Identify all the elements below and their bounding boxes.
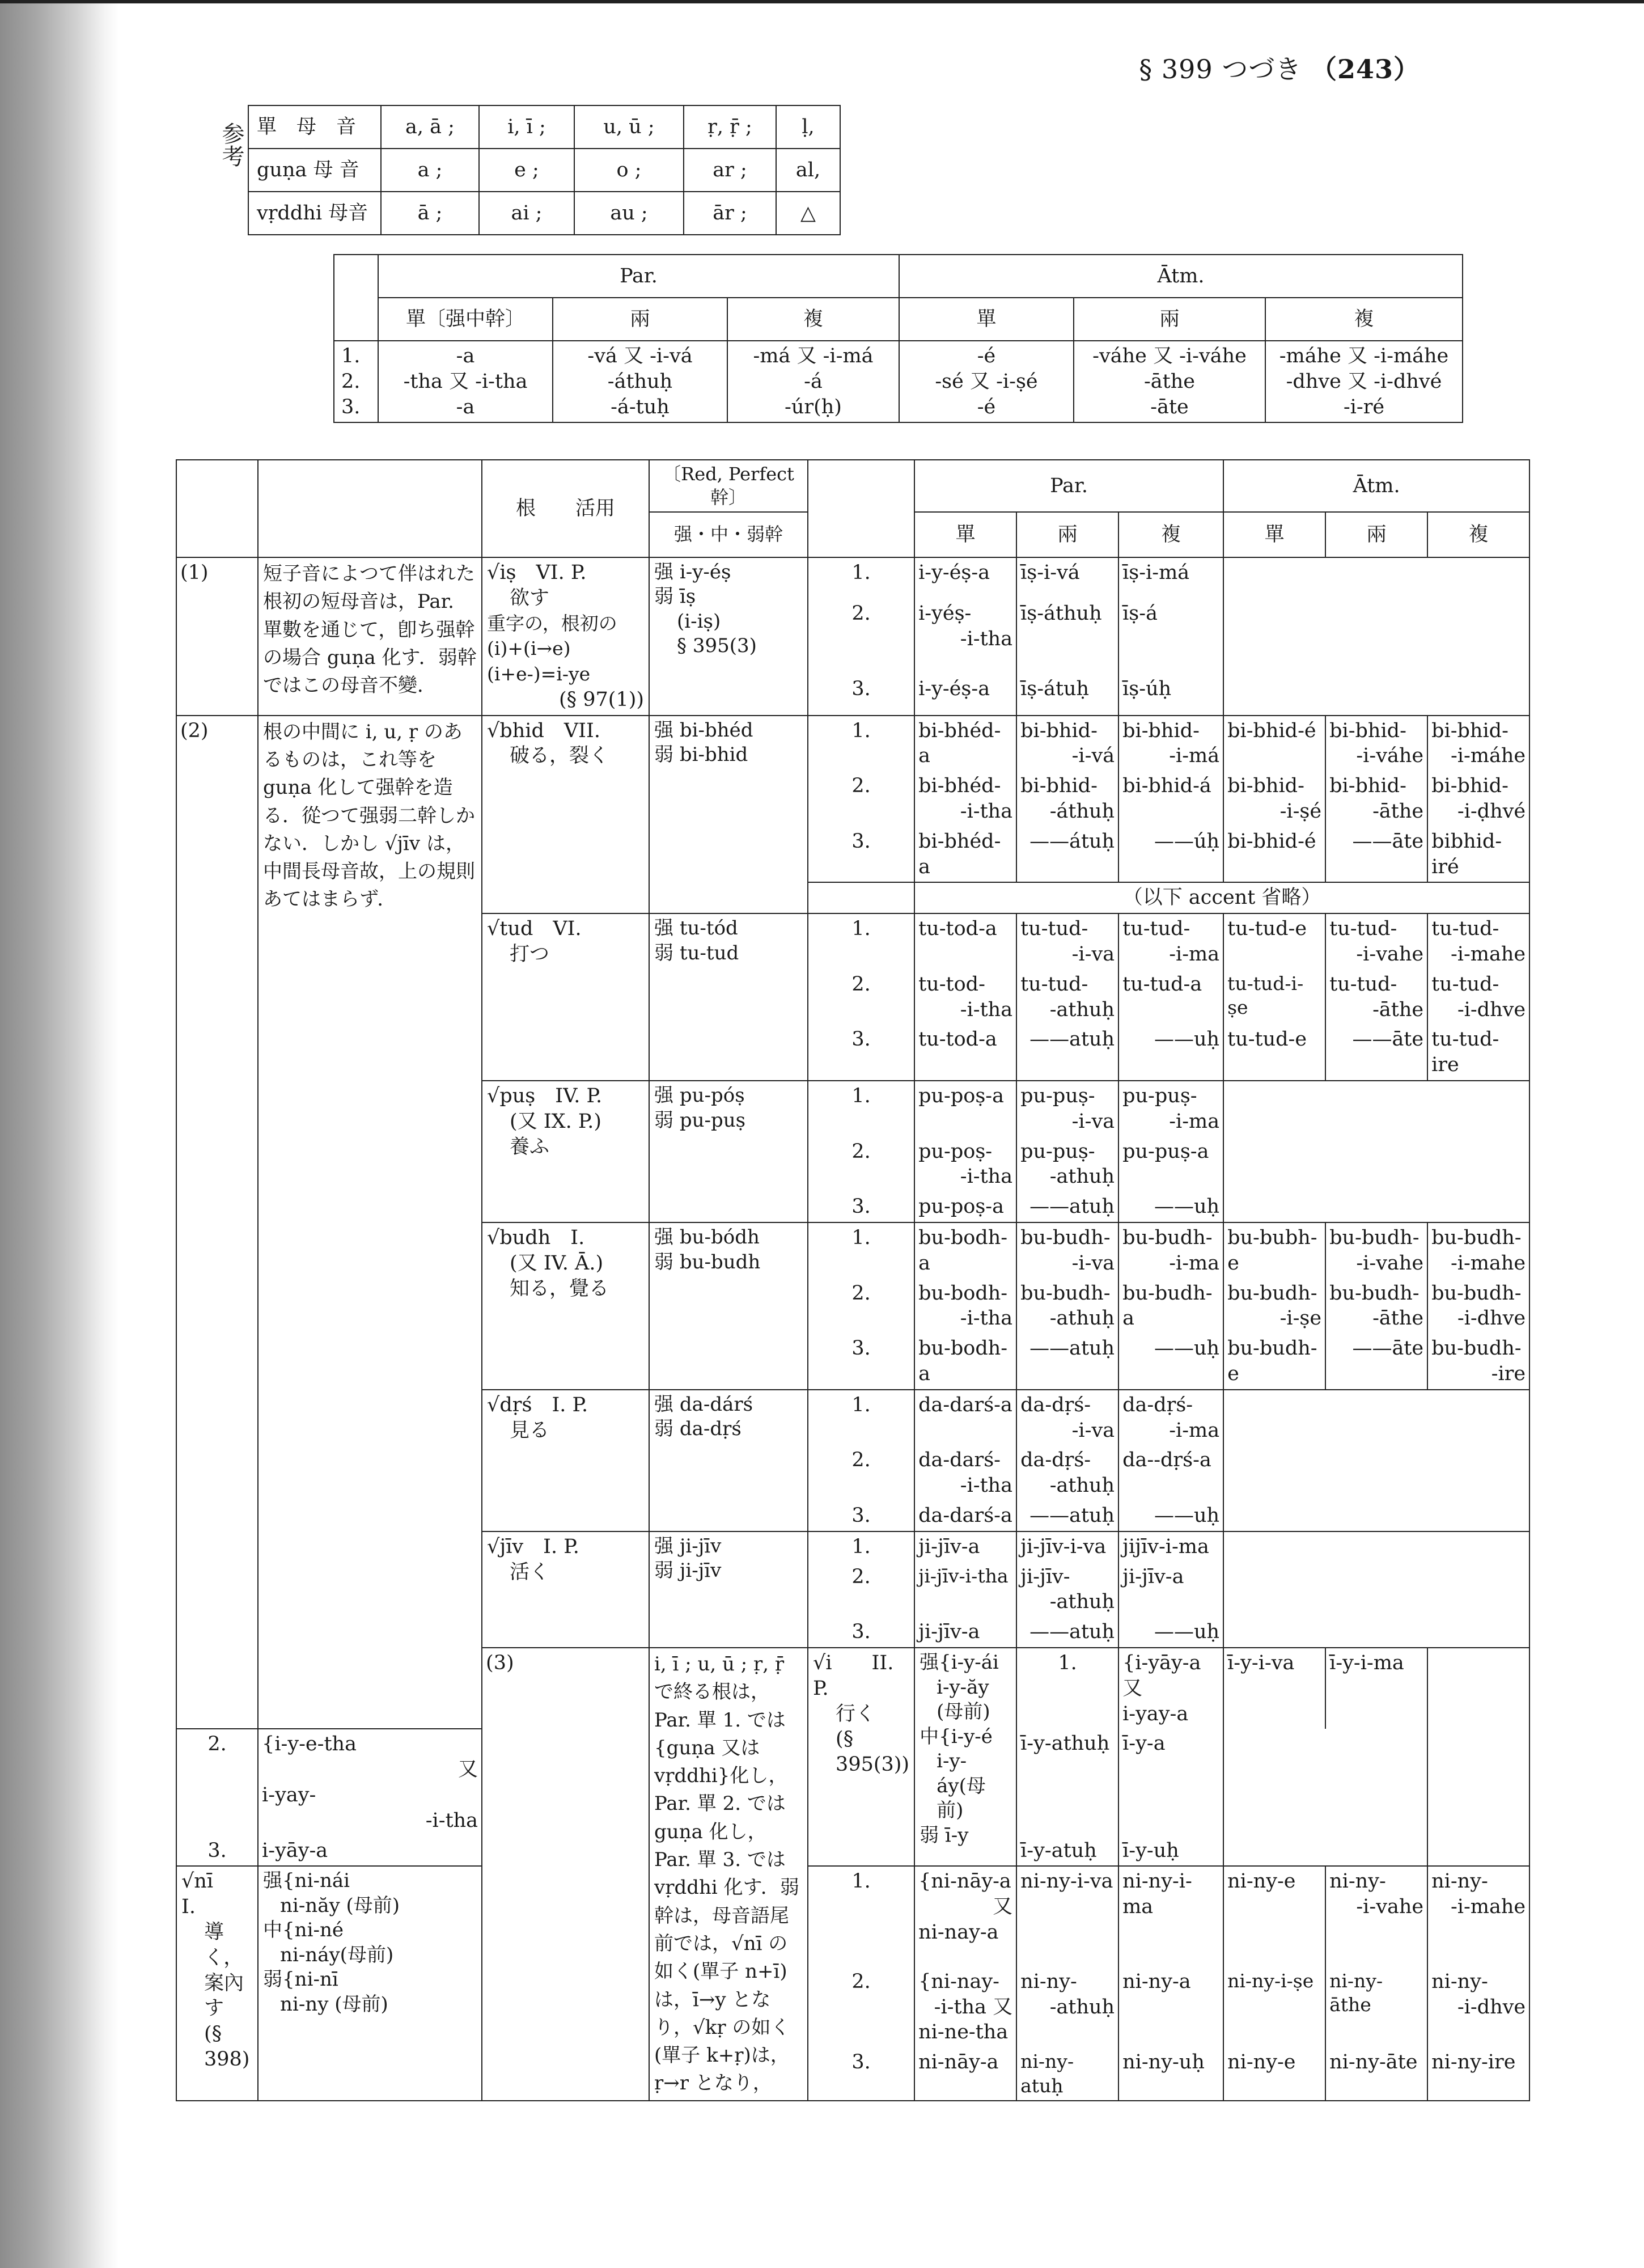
stem-col-header: 〔Red, Perfect 幹〕 xyxy=(649,460,808,512)
root-col-header: 根 活用 xyxy=(482,460,649,557)
table-row: (1) 短子音によつて伴はれた根初の短母音は，Par. 單數を通じて，卽ち强幹の場合 guṇa 化す．弱幹ではこの母音不變． √iṣ VI. P. 欲す 重字の，根初の(i)+(i→e)(i+e-)=i-ye (§ 97(1)) 强 i-y-éṣ 弱 īṣ (i-iṣ) § 395(3) 1. i-y-éṣ-a īṣ-i-vá īṣ-i-má xyxy=(176,557,1529,599)
reference-table xyxy=(248,105,841,235)
section-ref: § 399 つづき xyxy=(1139,54,1302,84)
endings-table xyxy=(333,254,1463,423)
table-row: 2. bi-bhéd- -i-tha bi-bhid- -áthuḥ bi-bhid-á bi-bhid- -i-ṣé bi-bhid- -āthe bi-bhid- -i-ḍhvé xyxy=(176,771,1529,827)
table-row: 1. 2. 3. -a -tha 又 -i-tha -a -vá 又 -i-vá -áthuḥ -á-tuḥ -má 又 -i-má -á -úr(ḥ) -é -sé 又 -i-ṣé -é -váhe 又 -i-váhe -āthe -āte -máhe 又 -i-máhe -dhve 又 -i-dhvé -i-ré xyxy=(334,341,1463,422)
table-row: 3. ni-nāy-a ni-ny-atuḥ ni-ny-uḥ ni-ny-e ni-ny-āte ni-ny-ire xyxy=(176,2047,1529,2100)
table-row: √nī I. 導く，案內す (§ 398) 强{ni-nái ni-năy (母前) 中{ni-né ni-náy(母前) 弱{ni-nī ni-ny (母前) 1. {ni-nāy-a 又 ni-nay-a ni-ny-i-va ni-ny-i-ma ni-ny-e ni-ny- -i-vahe ni-ny- -i-mahe xyxy=(176,1866,1529,1967)
paradigm-table xyxy=(176,459,1530,2101)
table-row: 2. pu-poṣ- -i-tha pu-puṣ- -athuḥ pu-puṣ-a xyxy=(176,1137,1529,1192)
table-row: 3. i-yāy-a ī-y-atuḥ ī-y-uḥ xyxy=(176,1836,1529,1867)
table-row: 單〔强中幹〕 兩 複 單 兩 複 xyxy=(334,298,1463,341)
table-row: √puṣ IV. P. (又 IX. P.) 養ふ 强 pu-póṣ 弱 pu-puṣ 1. pu-poṣ-a pu-puṣ- -i-va pu-puṣ- -i-ma xyxy=(176,1081,1529,1137)
scan-edge-shadow xyxy=(0,0,119,2268)
table-row: 3. i-y-éṣ-a īṣ-átuḥ īṣ-úḥ xyxy=(176,674,1529,716)
table-row: guṇa 母 音 a ; e ; o ; ar ; al, xyxy=(248,149,840,192)
reference-label: 参考 xyxy=(218,122,244,167)
page-number: （243） xyxy=(1310,54,1420,84)
page-header xyxy=(1139,49,1420,86)
table-row: √budh I. (又 IV. Ā.) 知る，覺る 强 bu-bódh 弱 bu-budh 1. bu-bodh-a bu-budh- -i-va bu-budh- -i-ma bu-bubh-e bu-budh- -i-vahe bu-budh- -i-mahe xyxy=(176,1222,1529,1279)
table-row: (3) i, ī ; u, ū ; ṛ, ṝ で終る根は，Par. 單 1. では{guṇa 又は vṛddhi}化し，Par. 單 2. では guṇa 化し，Par. 單 3. では vṛddhi 化す．弱幹は，母音語尾前では，√nī の如く(單子 n+ī)は，ī→y となり，√kṛ の如く(單子 k+ṛ)は，ṛ→r となり， √i II. P. 行く (§ 395(3)) 强{i-y-ái i-y-ăy (母前) 中{i-y-é i-y-áy(母前) 弱 ī-y 1. {i-yāy-a 又 i-yay-a ī-y-i-va ī-y-i-ma xyxy=(176,1648,1529,1729)
table-row xyxy=(176,460,1529,512)
table-row: 3. da-darś-a ——atuḥ ——uḥ xyxy=(176,1501,1529,1531)
par-header: Par. xyxy=(914,460,1223,512)
table-row: 2. da-darś- -i-tha da-dṛś- -athuḥ da--dṛś-a xyxy=(176,1445,1529,1501)
table-row: 3. bu-bodh-a ——atuḥ ——uḥ bu-budh-e ——āte bu-budh- -ire xyxy=(176,1334,1529,1390)
table-row: 强・中・弱幹 單 兩 複 單 兩 複 xyxy=(176,512,1529,557)
table-row: 單 母 音 a, ā ; i, ī ; u, ū ; ṛ, ṝ ; ḷ, xyxy=(248,105,840,149)
table-row: 2. i-yéṣ- -i-tha īṣ-áthuḥ īṣ-á xyxy=(176,599,1529,674)
table-row: 3. ji-jīv-a ——atuḥ ——uḥ xyxy=(176,1617,1529,1648)
table-row: 3. tu-tod-a ——atuḥ ——uḥ tu-tud-e ——āte tu-tud-ire xyxy=(176,1025,1529,1081)
table-row: 3. bi-bhéd-a ——átuḥ ——úḥ bi-bhid-é ——āte bibhid-iré xyxy=(176,827,1529,883)
table-row: √jīv I. P. 活く 强 ji-jīv 弱 ji-jīv 1. ji-jīv-a ji-jīv-i-va jijīv-i-ma xyxy=(176,1531,1529,1562)
table-row xyxy=(334,255,1463,298)
table-row: vṛddhi 母音 ā ; ai ; au ; ār ; △ xyxy=(248,192,840,235)
table-row: (2) 根の中間に i, u, ṛ のあるものは，これ等を guṇa 化して强幹を造る．從つて强弱二幹しかない．しかし √jīv は，中間長母音故，上の規則あてはまらず． √bhid VII. 破る，裂く 强 bi-bhéd 弱 bi-bhid 1. bi-bhéd-a bi-bhid- -i-vá bi-bhid- -i-má bi-bhid-é bi-bhid- -i-váhe bi-bhid- -i-máhe xyxy=(176,716,1529,772)
table-row: 2. {ni-nay- -i-tha 又 ni-ne-tha ni-ny- -athuḥ ni-ny-a ni-ny-i-ṣe ni-ny-āthe ni-ny- -i-dhve xyxy=(176,1967,1529,2047)
table-row: 2. {i-y-e-tha 又 i-yay- -i-tha ī-y-athuḥ ī-y-a xyxy=(176,1729,1529,1835)
atm-header: Ātm. xyxy=(899,255,1463,298)
top-rule xyxy=(0,0,1644,3)
par-header: Par. xyxy=(378,255,899,298)
table-row: √tud VI. 打つ 强 tu-tód 弱 tu-tud 1. tu-tod-a tu-tud- -i-va tu-tud- -i-ma tu-tud-e tu-tud- -i-vahe tu-tud- -i-mahe xyxy=(176,913,1529,970)
atm-header: Ātm. xyxy=(1223,460,1529,512)
table-row: √dṛś I. P. 見る 强 da-dárś 弱 da-dṛś 1. da-darś-a da-dṛś- -i-va da-dṛś- -i-ma xyxy=(176,1390,1529,1446)
table-row: 3. pu-poṣ-a ——atuḥ ——uḥ xyxy=(176,1192,1529,1222)
table-row: 2. bu-bodh- -i-tha bu-budh- -athuḥ bu-budh-a bu-budh- -i-ṣe bu-budh- -āthe bu-budh- -i-dhve xyxy=(176,1279,1529,1334)
table-row: 2. ji-jīv-i-tha ji-jīv- -athuḥ ji-jīv-a xyxy=(176,1562,1529,1618)
accent-note: （以下 accent 省略） xyxy=(914,882,1529,913)
table-row: 2. tu-tod- -i-tha tu-tud- -athuḥ tu-tud-a tu-tud-i-ṣe tu-tud- -āthe tu-tud- -i-dhve xyxy=(176,970,1529,1025)
